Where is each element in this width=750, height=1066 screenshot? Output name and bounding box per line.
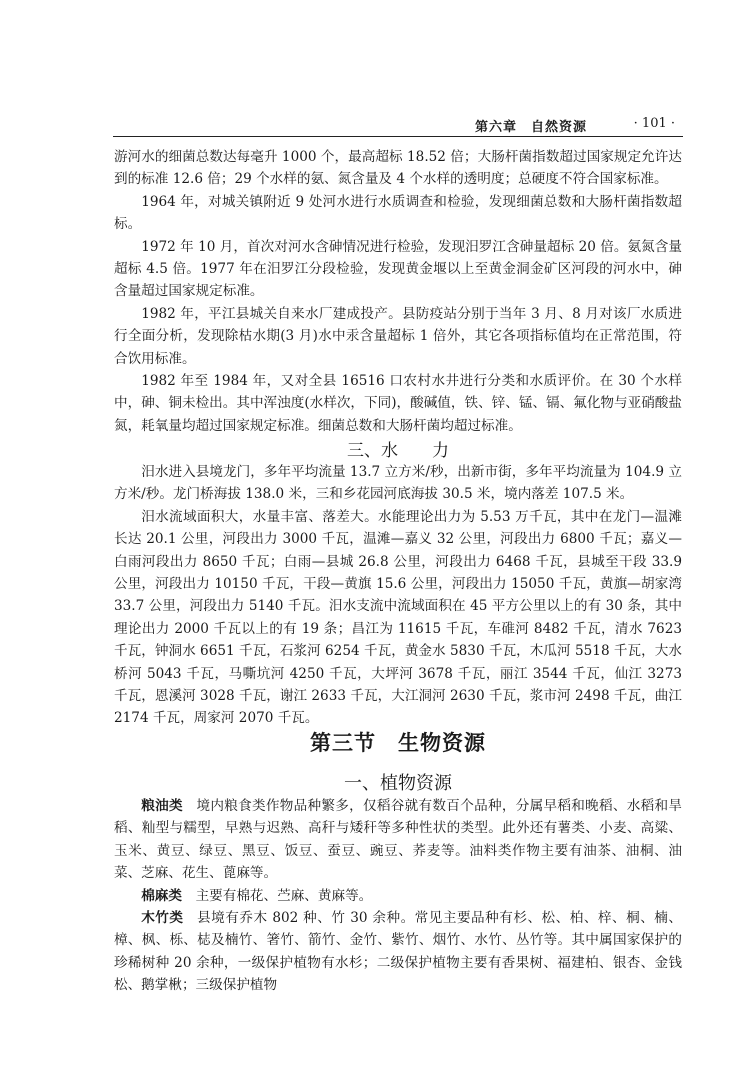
entry-text: 境内粮食类作物品种繁多，仅稻谷就有数百个品种，分属早稻和晚稻、水稻和旱稻、籼型与糯型，早熟与迟熟、高秆与矮秆等多种性状的类型。此外还有薯类、小麦、高粱、玉米、黄豆、绿豆、黑豆、饭豆、蚕豆、豌豆、荞麦等。油料类作物主要有油茶、油桐、油菜、芝麻、花生、蓖麻等。 bbox=[114, 798, 683, 882]
section-title: 第三节 生物资源 bbox=[310, 731, 486, 755]
hydropower-text bbox=[114, 461, 682, 730]
plants-heading: 一、植物资源 bbox=[344, 773, 452, 794]
plants-text bbox=[114, 795, 682, 997]
paragraph: 1964 年，对城关镇附近 9 处河水进行水质调查和检验，发现细菌总数和大肠杆菌指数超标。 bbox=[114, 193, 682, 233]
entry-lead: 棉麻类 bbox=[141, 887, 182, 904]
paragraph: 汨水流域面积大，水量丰富、落差大。水能理论出力为 5.53 万千瓦，其中在龙门—温滩长达 20.1 公里，河段出力 3000 千瓦，温滩—嘉义 32 公里，河段出力 6800 千瓦；嘉义—白雨河段出力 8650 千瓦；白雨—县城 26.8 公里，河段出力 6468 千瓦，县城至干段 33.9 公里，河段出力 10150 千瓦，干段—黄旗 15.6 公里，河段出力 15050 千瓦，黄旗—胡家湾 33.7 公里，河段出力 5140 千瓦。汨水支流中流域面积在 45 平方公里以上的有 30 条，其中理论出力 2000 千瓦以上的有 19 条；昌江为 11615 千瓦，车碓河 8482 千瓦，清水 7623 千瓦，钟洞水 6651 千瓦，石浆河 6254 千瓦，黄金水 5830 千瓦，木瓜河 5518 千瓦，大水桥河 5043 千瓦，马嘶坑河 4250 千瓦，大坪河 3678 千瓦，丽江 3544 千瓦，仙江 3273 千瓦，恩溪河 3028 千瓦，谢江 2633 千瓦，大江洞河 2630 千瓦，浆市河 2498 千瓦，曲江 2174 千瓦，周家河 2070 千瓦。 bbox=[114, 508, 682, 727]
entry-text: 县境有乔木 802 种、竹 30 余种。常见主要品种有杉、松、柏、梓、桐、楠、樟、枫、栎、梽及楠竹、箸竹、箭竹、金竹、紫竹、烟竹、水竹、丛竹等。其中属国家保护的珍稀树种 20 余种，一级保护植物有水杉；二级保护植物主要有香果树、福建柏、银杏、金钱松、鹅掌楸；三级保护植物 bbox=[114, 910, 683, 994]
entry-text: 主要有棉花、苎麻、黄麻等。 bbox=[195, 887, 373, 904]
entry-lead: 粮油类 bbox=[141, 798, 183, 814]
entry-lead: 木竹类 bbox=[141, 910, 184, 927]
paragraph: 1982 年至 1984 年，又对全县 16516 口农村水井进行分类和水质评价。在 30 个水样中，砷、铜未检出。其中浑浊度(水样次，下同)，酸碱值，铁、锌、锰、镉、氟化物与亚硝酸盐氮，耗氧量均超过国家规定标准。细菌总数和大肠杆菌均超过标准。 bbox=[114, 373, 682, 434]
chapter-title: 第六章 自然资源 bbox=[474, 120, 587, 135]
paragraph: 1982 年，平江县城关自来水厂建成投产。县防疫站分别于当年 3 月、8 月对该厂水质进行全面分析，发现除枯水期(3 月)水中汞含量超标 1 倍外，其它各项指标值均在正常范围，符合饮用标准。 bbox=[114, 305, 682, 367]
paragraph: 1972 年 10 月，首次对河水含砷情况进行检验，发现汨罗江含砷量超标 20 倍。氨氮含量超标 4.5 倍。1977 年在汨罗江分段检验，发现黄金堰以上至黄金洞金矿区河段的河水中，砷含量超过国家规定标准。 bbox=[114, 238, 682, 300]
entry-paragraph bbox=[114, 885, 682, 907]
entry-paragraph bbox=[114, 907, 682, 997]
paragraph: 游河水的细菌总数达每毫升 1000 个，最高超标 18.52 倍；大肠杆菌指数超过国家规定允许达到的标准 12.6 倍；29 个水样的氨、氮含量及 4 个水样的透明度；总硬度不符合国家标准。 bbox=[114, 149, 682, 188]
entry-paragraph bbox=[114, 795, 682, 885]
hydropower-heading: 三、水 力 bbox=[347, 441, 449, 461]
paragraph: 汨水进入县境龙门，多年平均流量 13.7 立方米/秒，出新市街，多年平均流量为 104.9 立方米/秒。龙门桥海拔 138.0 米，三和乡花园河底海拔 30.5 米，境内落差 107.5 米。 bbox=[114, 464, 682, 503]
water-quality-text bbox=[114, 146, 682, 437]
page-number: · 101 · bbox=[633, 116, 675, 131]
running-header bbox=[113, 114, 683, 137]
